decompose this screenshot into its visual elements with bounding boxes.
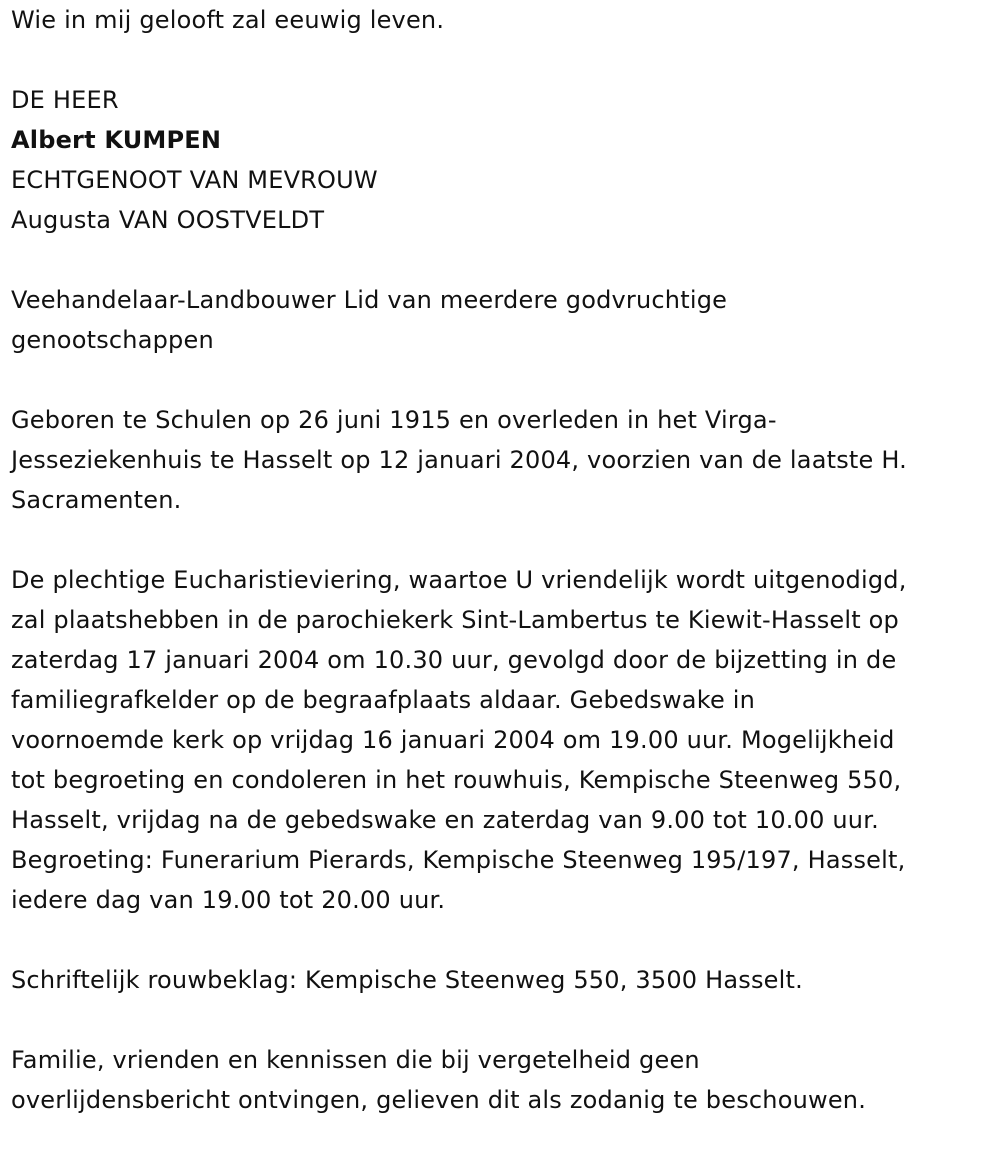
- occupation-paragraph: [11, 280, 993, 360]
- notice-line: overlijdensbericht ontvingen, gelieven dit als zodanig te beschouwen.: [11, 1086, 867, 1114]
- ceremony-line: zal plaatshebben in de parochiekerk Sint-Lambertus te Kiewit-Hasselt op: [11, 606, 899, 634]
- birth-death-line: Jesseziekenhuis te Hasselt op 12 januari 2004, voorzien van de laatste H.: [11, 446, 907, 474]
- spouse-name: Augusta VAN OOSTVELDT: [11, 206, 325, 234]
- birth-death-line: Sacramenten.: [11, 486, 182, 514]
- condolence-address: Schriftelijk rouwbeklag: Kempische Steenweg 550, 3500 Hasselt.: [11, 966, 803, 994]
- motto: Wie in mij gelooft zal eeuwig leven.: [11, 6, 445, 34]
- ceremony-line: familiegrafkelder op de begraafplaats aldaar. Gebedswake in: [11, 686, 756, 714]
- spacer: [11, 40, 993, 80]
- ceremony-line: iedere dag van 19.00 tot 20.00 uur.: [11, 886, 446, 914]
- obituary-notice: [11, 0, 993, 1120]
- spouse-label: ECHTGENOOT VAN MEVROUW: [11, 166, 378, 194]
- birth-death-line: Geboren te Schulen op 26 juni 1915 en overleden in het Virga-: [11, 406, 777, 434]
- birth-death-paragraph: [11, 400, 993, 520]
- spacer: [11, 1000, 993, 1040]
- spacer: [11, 240, 993, 280]
- deceased-name: Albert KUMPEN: [11, 126, 222, 154]
- ceremony-line: Begroeting: Funerarium Pierards, Kempische Steenweg 195/197, Hasselt,: [11, 846, 906, 874]
- spacer: [11, 360, 993, 400]
- ceremony-line: tot begroeting en condoleren in het rouwhuis, Kempische Steenweg 550,: [11, 766, 902, 794]
- notice-line: Familie, vrienden en kennissen die bij vergetelheid geen: [11, 1046, 700, 1074]
- ceremony-line: voornoemde kerk op vrijdag 16 januari 2004 om 19.00 uur. Mogelijkheid: [11, 726, 895, 754]
- occupation-line: Veehandelaar-Landbouwer Lid van meerdere godvruchtige: [11, 286, 728, 314]
- spacer: [11, 920, 993, 960]
- ceremony-line: zaterdag 17 januari 2004 om 10.30 uur, gevolgd door de bijzetting in de: [11, 646, 897, 674]
- ceremony-line: De plechtige Eucharistieviering, waartoe U vriendelijk wordt uitgenodigd,: [11, 566, 907, 594]
- occupation-line: genootschappen: [11, 326, 214, 354]
- notice-paragraph: [11, 1040, 993, 1120]
- ceremony-paragraph: [11, 560, 993, 920]
- ceremony-line: Hasselt, vrijdag na de gebedswake en zaterdag van 9.00 tot 10.00 uur.: [11, 806, 879, 834]
- spacer: [11, 520, 993, 560]
- title: DE HEER: [11, 86, 119, 114]
